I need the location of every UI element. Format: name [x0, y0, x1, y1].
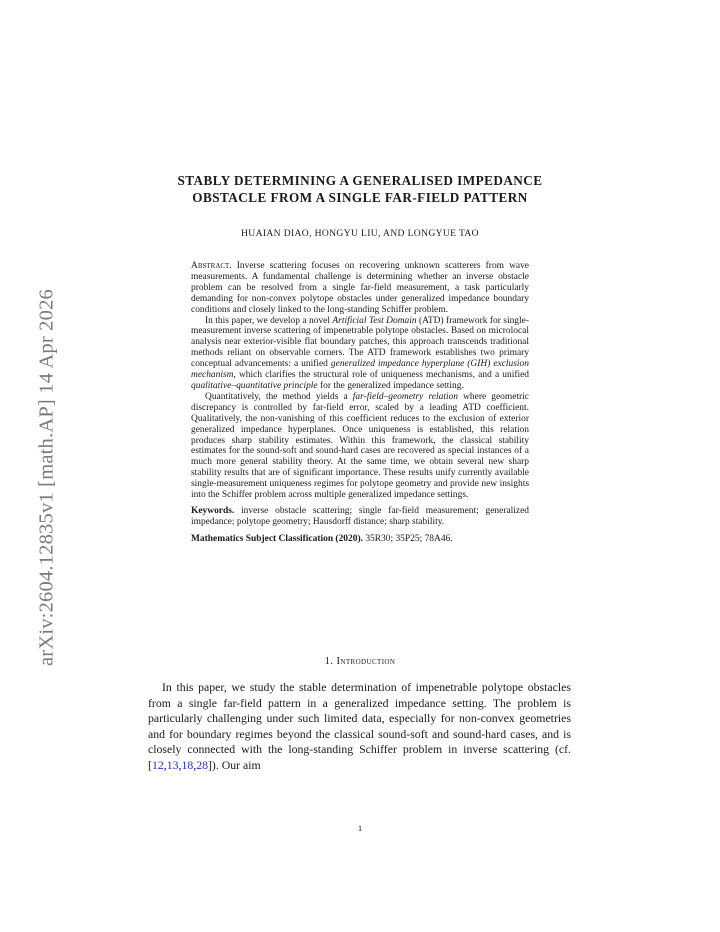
msc-codes: 35R30; 35P25; 78A46. [365, 533, 453, 544]
abstract-text-2a: In this paper, we develop a novel [205, 315, 333, 326]
page-number: 1 [357, 823, 363, 833]
title-line-2: OBSTACLE FROM A SINGLE FAR-FIELD PATTERN [192, 190, 528, 205]
keywords [191, 506, 529, 528]
keywords-text: inverse obstacle scattering; single far-field measurement; generalized impedance; polytope geometry; Hausdorff distance; sharp stability. [191, 505, 529, 527]
intro-text-b: ]). Our aim [207, 757, 261, 772]
section-title: Introduction [336, 656, 396, 667]
abstract-paragraph-3 [191, 392, 529, 501]
abstract [191, 261, 529, 545]
citation-link[interactable]: 13 [166, 757, 179, 772]
abstract-text-2d: for the generalized impedance setting. [317, 380, 464, 391]
msc-classification [191, 534, 529, 545]
author-list: HUAIAN DIAO, HONGYU LIU, AND LONGYUE TAO [241, 228, 479, 239]
abstract-emphasis-gih: generalized impedance hyperplane (GIH) exclusion mechanism [191, 359, 529, 381]
abstract-text-1: Inverse scattering focuses on recovering unknown scatterers from wave measurements. A fundamental challenge is determining whether an inverse obstacle problem can be resolved from a single far-field measurement, a task particularly demanding for non-convex polytope obstacles under generalized impedance boundary conditions and closely linked to the long-standing Schiffer problem. [191, 261, 529, 315]
intro-text-a: In this paper, we study the stable determination of impenetrable polytope obstacles from a single far-field pattern in a generalized impedance setting. The problem is particularly challenging under such limited data, especially for non-convex geometries and for boundary regimes beyond the classical sound-soft and sound-hard cases, and is closely connected with the long-standing Schiffer problem in inverse scattering (cf. [ [148, 680, 571, 772]
abstract-text-2c: , which clarifies the structural role of uniqueness mechanisms, and a unified [233, 370, 529, 381]
intro-paragraph: In this paper, we study the stable determination of impenetrable polytope obstacles from a single far-field pattern in a generalized impedance setting. The problem is particularly challenging under such limited data, especially for non-convex geometries and for boundary regimes beyond the classical sound-soft and sound-hard cases, and is closely connected with the long-standing Schiffer problem in inverse scattering (cf. [12,13,18,28]). Our aim [148, 680, 571, 772]
abstract-text-3b: where geometric discrepancy is controlled by far-field error, scaled by a leading ATD coefficient. Qualitatively, the non-vanishing of this coefficient reduces to the exclusion of exterior generalized impedance hyperplanes. Once uniqueness is established, this relation produces sharp stability estimates. Within this framework, the classical stability estimates for the sound-soft and sound-hard cases are recovered as special instances of a much more general stability theory. At the same time, we obtain several new sharp stability results that are of significant importance. These results unify currently available single-measurement uniqueness regimes for polytope geometry and provide new insights into the Schiffer problem across multiple generalized impedance settings. [191, 391, 529, 501]
citation-link[interactable]: 18 [181, 757, 194, 772]
abstract-label: Abstract. [191, 261, 232, 271]
abstract-paragraph-1 [191, 261, 529, 316]
arxiv-identifier-stamp: arXiv:2604.12835v1 [math.AP] 14 Apr 2026 [35, 289, 58, 666]
abstract-emphasis-principle: qualitative–quantitative principle [191, 380, 318, 391]
msc-label: Mathematics Subject Classification (2020). [191, 533, 363, 544]
citation-link[interactable]: 12 [151, 757, 164, 772]
section-heading-introduction [140, 656, 580, 667]
abstract-emphasis-atd: Artificial Test Domain [332, 315, 417, 326]
citation-link[interactable]: 28 [196, 757, 208, 772]
abstract-paragraph-2 [191, 316, 529, 392]
abstract-text-3a: Quantitatively, the method yields a [205, 391, 353, 402]
paper-title [140, 172, 580, 206]
abstract-text-2b: (ATD) framework for single-measurement inverse scattering of impenetrable polytope obstacles. Based on microlocal analysis near exterior-visible flat boundary patches, this approach transcends traditional methods reliant on observable corners. The ATD framework establishes two primary conceptual advancements: a unified [191, 315, 529, 370]
abstract-emphasis-relation: far-field–geometry relation [352, 391, 459, 402]
section-number: 1. [324, 656, 334, 667]
title-line-1: STABLY DETERMINING A GENERALISED IMPEDANCE [177, 173, 543, 188]
keywords-label: Keywords. [191, 505, 235, 516]
